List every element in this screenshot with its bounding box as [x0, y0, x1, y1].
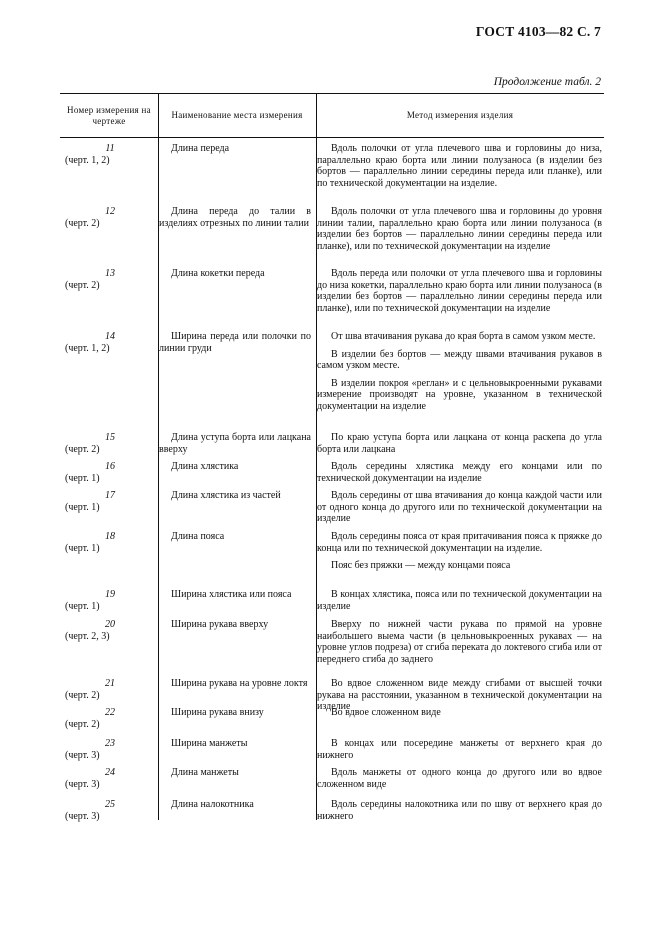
measurement-number: 24: [105, 767, 115, 778]
measurement-number-cell: [65, 490, 155, 513]
drawing-reference: (черт. 2): [65, 718, 100, 730]
drawing-reference: (черт. 1, 2): [65, 154, 110, 166]
drawing-reference: (черт. 2): [65, 217, 100, 229]
measurement-place-text: Длина пояса: [171, 531, 225, 542]
measurement-method: [317, 619, 602, 671]
measurement-number: 12: [105, 206, 115, 217]
measurement-place-name: [159, 767, 311, 779]
measurement-place-text: Ширина хлястика или пояса: [171, 589, 292, 600]
measurement-number: 22: [105, 707, 115, 718]
measurement-place-name: [159, 490, 311, 502]
measurement-place-text: Длина налокотника: [171, 799, 254, 810]
measurement-method: [317, 738, 602, 767]
drawing-reference: (черт. 2): [65, 443, 100, 455]
measurement-place-name: [159, 619, 311, 631]
measurement-number: 18: [105, 531, 115, 542]
measurement-place-name: [159, 331, 311, 354]
measurement-place-name: [159, 799, 311, 811]
measurement-place-text: Ширина манжеты: [171, 738, 248, 749]
measurement-number: 17: [105, 490, 115, 501]
measurement-place-name: [159, 461, 311, 473]
method-paragraph: От шва втачивания рукава до края борта в самом узком месте.: [331, 331, 596, 342]
method-paragraph: В изделии покроя «реглан» и с цельновыкроенными рукавами измерение производят на уровне, указанном в технической документации на изделие: [317, 377, 602, 412]
measurement-number-cell: [65, 799, 155, 822]
method-paragraph: Вдоль середины пояса от края притачивания пояса к пряжке до конца или по технической документации на изделие.: [317, 531, 602, 554]
method-paragraph: Во вдвое сложенном виде: [331, 707, 441, 718]
method-paragraph: Вдоль полочки от угла плечевого шва и горловины до низа, параллельно краю борта или линии полузаноса (в изделии без бортов — параллельно линии середины переда или планке), или по технической документации на изделие.: [317, 143, 602, 189]
document-code: ГОСТ 4103—82 С. 7: [475, 24, 601, 39]
measurement-number: 13: [105, 268, 115, 279]
column-header-number: Номер измерения на чертеже: [67, 104, 151, 126]
measurement-number-cell: [65, 531, 155, 554]
measurement-number: 11: [105, 143, 115, 154]
measurement-method: [317, 268, 602, 320]
measurement-place-name: [159, 589, 311, 601]
measurement-number: 20: [105, 619, 115, 630]
measurement-place-name: [159, 432, 311, 455]
measurement-table: [60, 93, 604, 822]
drawing-reference: (черт. 3): [65, 810, 100, 822]
measurement-place-text: Ширина переда или полочки по линии груди: [159, 331, 311, 354]
measurement-place-text: Ширина рукава вверху: [171, 619, 269, 630]
drawing-reference: (черт. 1): [65, 542, 100, 554]
measurement-place-text: Ширина рукава внизу: [171, 707, 264, 718]
measurement-number-cell: [65, 619, 155, 642]
measurement-number-cell: [65, 767, 155, 790]
method-paragraph: В изделии без бортов — между швами втачивания рукавов в самом узком месте.: [317, 348, 602, 371]
method-paragraph: Вдоль середины налокотника или по шву от верхнего края до нижнего: [317, 799, 602, 822]
column-header-method: Метод измерения изделия: [406, 110, 514, 120]
measurement-number-cell: [65, 331, 155, 354]
measurement-place-text: Длина манжеты: [171, 767, 239, 778]
method-paragraph: Вдоль середины хлястика между его концами или по технической документации на изделие: [317, 461, 602, 484]
measurement-method: [317, 143, 602, 195]
drawing-reference: (черт. 2): [65, 689, 100, 701]
measurement-method: [317, 767, 602, 796]
measurement-number-cell: [65, 589, 155, 612]
measurement-method: [317, 206, 602, 258]
measurement-place-text: Длина уступа борта или лацкана вверху: [159, 432, 311, 455]
measurement-number-cell: [65, 461, 155, 484]
method-paragraph: Во вдвое сложенном виде между сгибами от высшей точки рукава на расстоянии, указанном в технической документации на изделие: [317, 678, 602, 712]
method-paragraph: Вдоль полочки от угла плечевого шва и горловины до уровня линии талии, параллельно краю борта или линии полузаноса (в изделии без бортов — параллельно линии середины переда или планке), или по технической документации на изделие: [317, 206, 602, 252]
measurement-place-name: [159, 143, 311, 155]
drawing-reference: (черт. 2, 3): [65, 630, 110, 642]
method-paragraph: Вдоль середины от шва втачивания до конца каждой части или от одного конца до другого или по технической документации на изделие: [317, 490, 602, 524]
measurement-number-cell: [65, 707, 155, 730]
method-paragraph: В концах или посередине манжеты от верхнего края до нижнего: [317, 738, 602, 761]
measurement-method: [317, 799, 602, 828]
method-paragraph: Вдоль манжеты от одного конца до другого или во вдвое сложенном виде: [317, 767, 602, 790]
measurement-place-text: Длина переда: [171, 143, 230, 154]
measurement-number: 14: [105, 331, 115, 342]
measurement-number: 25: [105, 799, 115, 810]
measurement-place-text: Длина кокетки переда: [171, 268, 265, 279]
drawing-reference: (черт. 1): [65, 501, 100, 513]
measurement-method: [317, 432, 602, 461]
table-continuation-label: Продолжение табл. 2: [493, 76, 601, 88]
drawing-reference: (черт. 3): [65, 778, 100, 790]
measurement-method: [317, 331, 602, 418]
measurement-place-text: Длина хлястика: [171, 461, 239, 472]
measurement-method: [317, 461, 602, 490]
method-paragraph: Пояс без пряжки — между концами пояса: [331, 560, 511, 571]
measurement-number-cell: [65, 432, 155, 455]
measurement-number-cell: [65, 143, 155, 166]
measurement-method: [317, 589, 602, 618]
measurement-place-text: Длина переда до талии в изделиях отрезных по линии талии: [159, 206, 311, 229]
measurement-number: 21: [105, 678, 115, 689]
column-header-place: Наименование места измерения: [171, 110, 303, 120]
measurement-number-cell: [65, 678, 155, 701]
measurement-method: [317, 707, 602, 725]
measurement-number-cell: [65, 206, 155, 229]
method-paragraph: По краю уступа борта или лацкана от конца раскепа до угла борта или лацкана: [317, 432, 602, 455]
measurement-place-name: [159, 678, 311, 690]
measurement-place-name: [159, 531, 311, 543]
measurement-place-name: [159, 206, 311, 229]
measurement-number-cell: [65, 738, 155, 761]
measurement-place-text: Ширина рукава на уровне локтя: [171, 678, 308, 689]
measurement-number: 16: [105, 461, 115, 472]
measurement-number: 19: [105, 589, 115, 600]
measurement-place-text: Длина хлястика из частей: [171, 490, 281, 501]
measurement-method: [317, 490, 602, 531]
drawing-reference: (черт. 2): [65, 279, 100, 291]
method-paragraph: В концах хлястика, пояса или по технической документации на изделие: [317, 589, 602, 612]
measurement-number: 23: [105, 738, 115, 749]
drawing-reference: (черт. 1, 2): [65, 342, 110, 354]
table-header: [60, 93, 604, 138]
drawing-reference: (черт. 1): [65, 472, 100, 484]
measurement-place-name: [159, 738, 311, 750]
measurement-place-name: [159, 707, 311, 719]
measurement-method: [317, 531, 602, 578]
measurement-number: 15: [105, 432, 115, 443]
measurement-place-name: [159, 268, 311, 280]
method-paragraph: Вверху по нижней части рукава по прямой на уровне наибольшего выема части (в цельновыкроенных рукавах — на уровне углов подреза) от сгиба переката до локтевого сгиба или от переднего сгиба до заднего: [317, 619, 602, 665]
measurement-number-cell: [65, 268, 155, 291]
method-paragraph: Вдоль переда или полочки от угла плечевого шва и горловины до низа кокетки, параллельно краю борта или линии полузаноса (в изделии без бортов — параллельно линии середины переда или планке), или по технической документации на изделие: [317, 268, 602, 314]
drawing-reference: (черт. 1): [65, 600, 100, 612]
drawing-reference: (черт. 3): [65, 749, 100, 761]
